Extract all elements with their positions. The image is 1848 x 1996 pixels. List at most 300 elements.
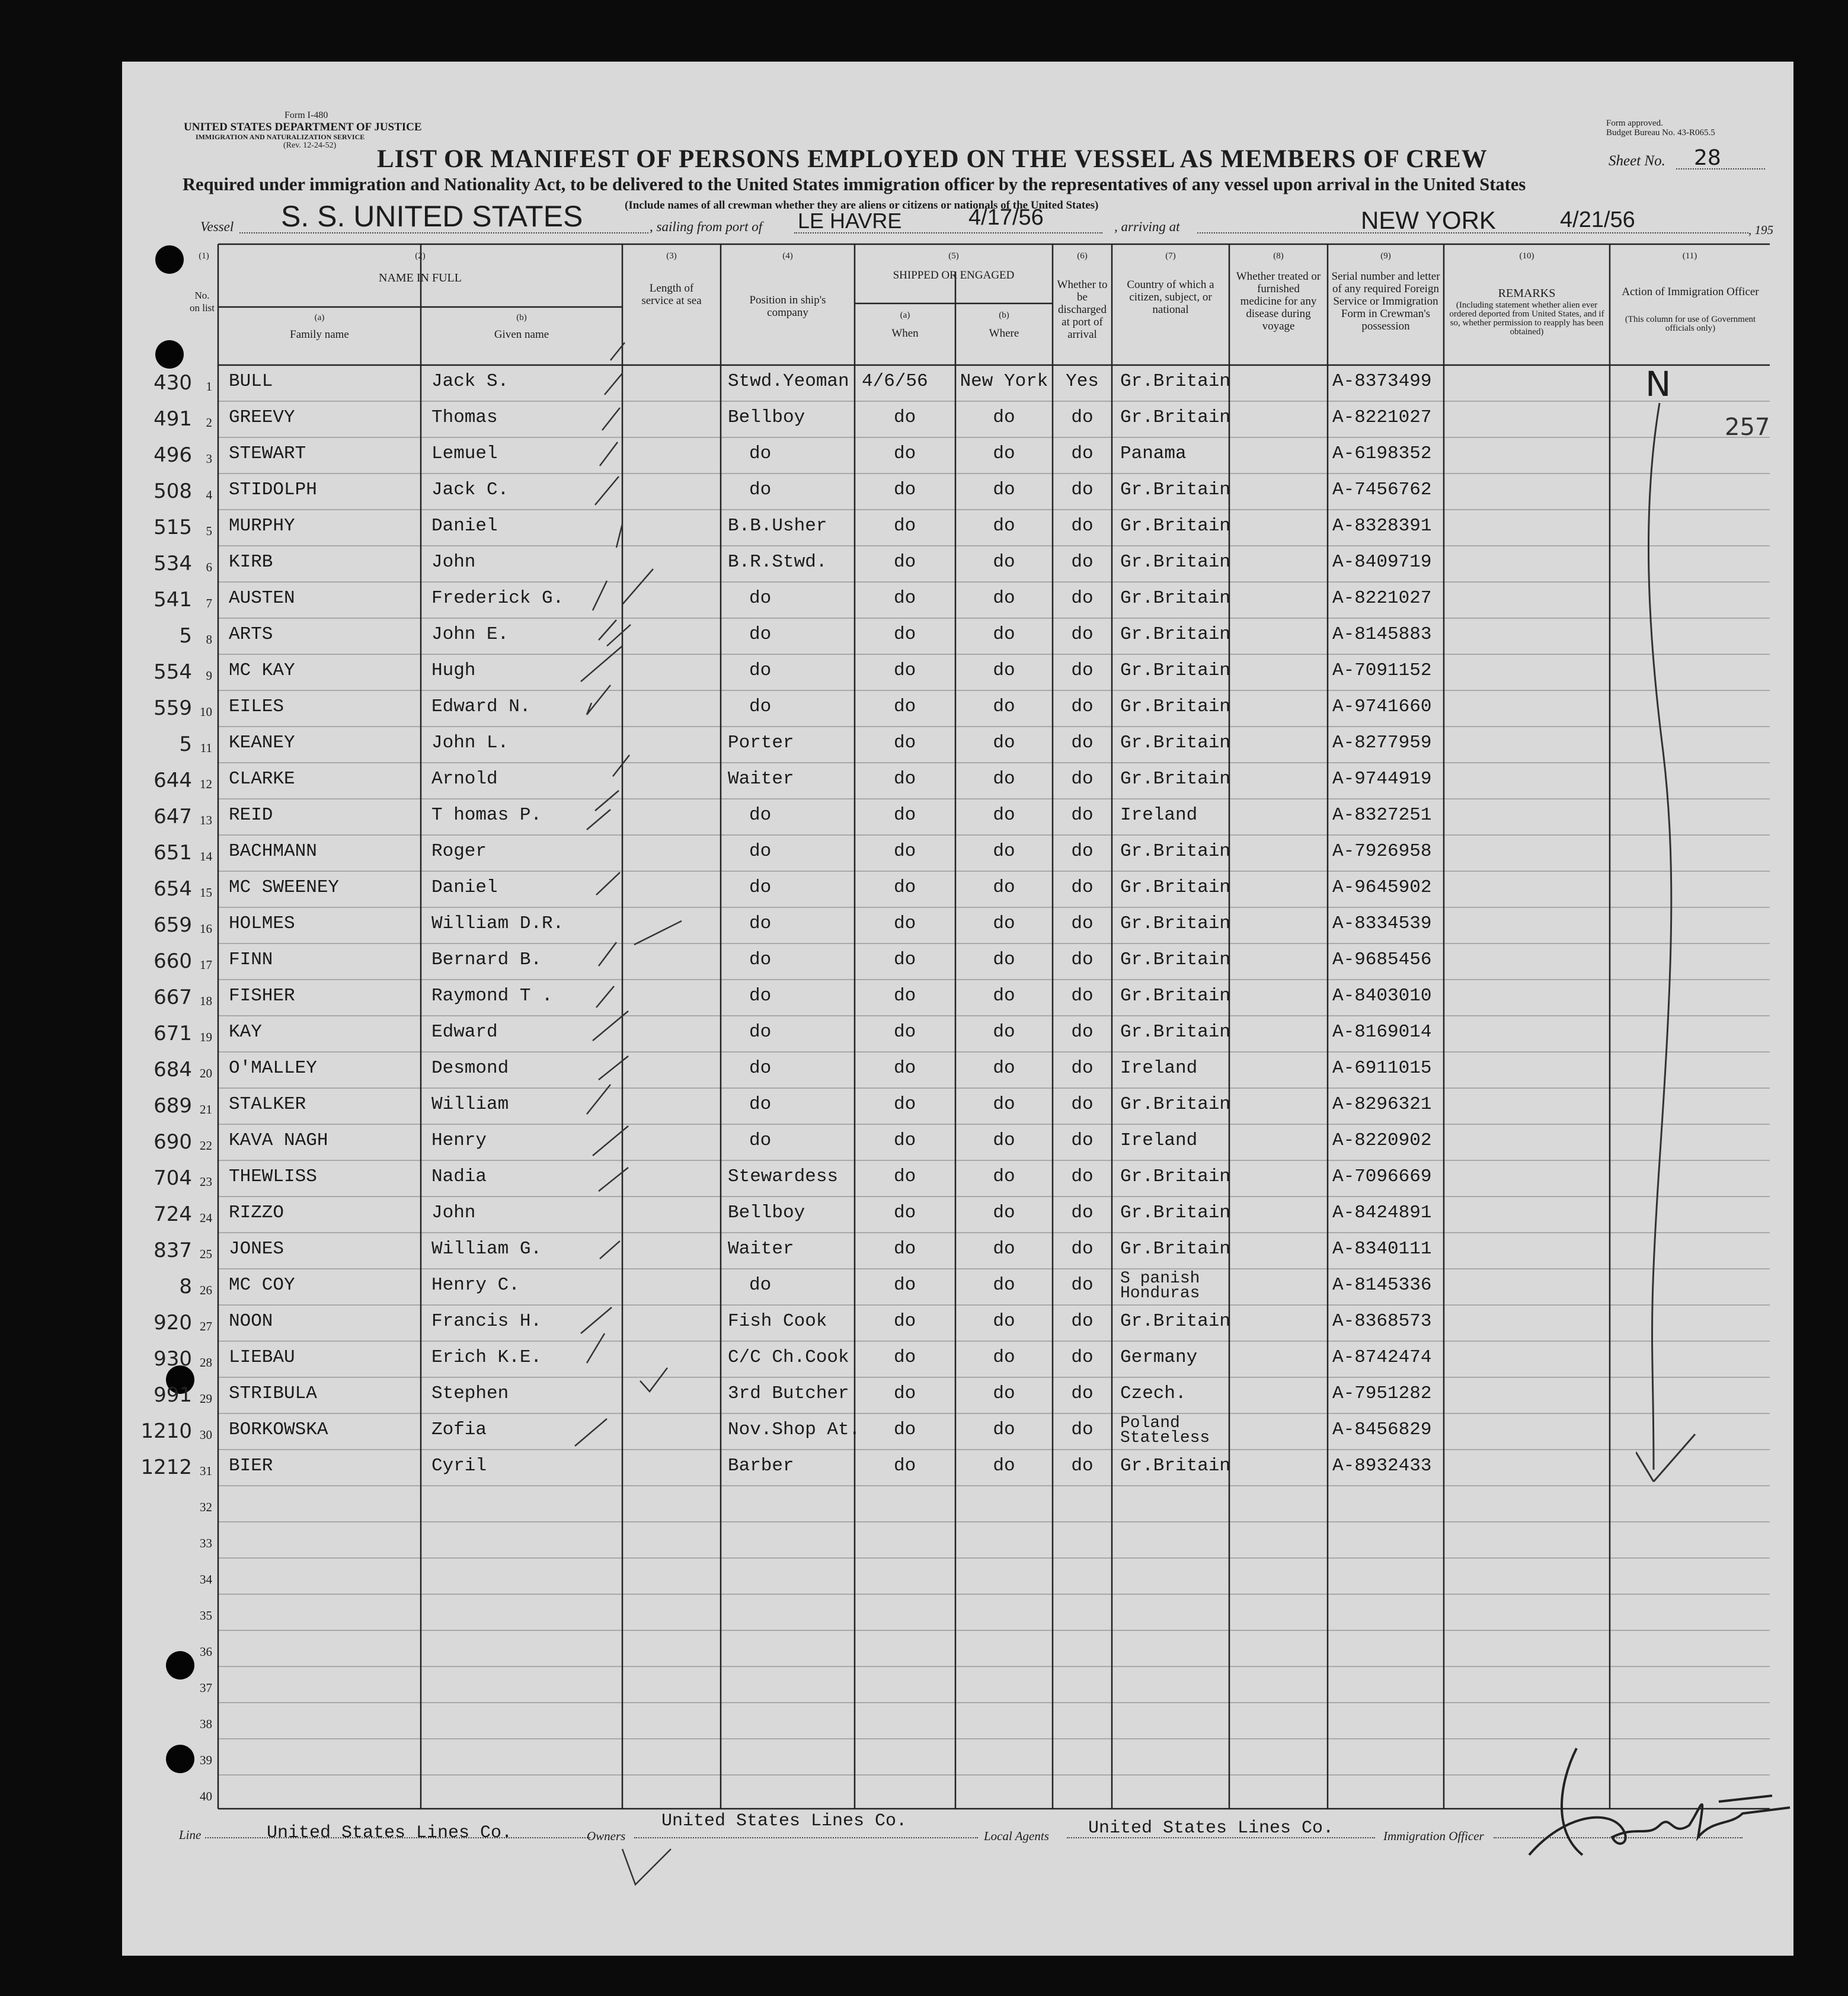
cell-country[interactable]: Gr.Britain <box>1120 769 1231 789</box>
cell-given[interactable]: Cyril <box>431 1456 487 1476</box>
cell-serial[interactable]: A-7456762 <box>1332 479 1432 500</box>
cell-family[interactable]: BACHMANN <box>229 841 317 862</box>
cell-given[interactable]: Raymond T . <box>431 986 553 1006</box>
cell-family[interactable]: HOLMES <box>229 913 295 934</box>
cell-country[interactable]: Gr.Britain <box>1120 1239 1231 1259</box>
cell-position[interactable]: do <box>749 949 772 970</box>
cell-given[interactable]: Roger <box>431 841 487 862</box>
cell-given[interactable]: Desmond <box>431 1058 509 1079</box>
cell-position[interactable]: do <box>749 624 772 645</box>
cell-discharge[interactable]: do <box>1071 1456 1094 1476</box>
cell-serial[interactable]: A-7926958 <box>1332 841 1432 862</box>
service-name: IMMIGRATION AND NATURALIZATION SERVICE <box>196 133 365 141</box>
cell-when[interactable]: do <box>894 1202 916 1223</box>
margin-number: 491 <box>154 407 192 431</box>
col-6-number: (6) <box>1077 251 1088 261</box>
cell-discharge[interactable]: do <box>1071 1094 1094 1115</box>
col-2-label: NAME IN FULL <box>379 271 462 284</box>
empty-row-number: 32 <box>200 1500 212 1514</box>
cell-position[interactable]: do <box>749 1275 772 1296</box>
row-number: 26 <box>200 1283 212 1297</box>
cell-where[interactable]: do <box>993 407 1015 428</box>
cell-when[interactable]: do <box>894 696 916 717</box>
cell-where[interactable]: do <box>993 1130 1015 1151</box>
cell-family[interactable]: KAY <box>229 1022 262 1042</box>
cell-discharge[interactable]: do <box>1071 949 1094 970</box>
cell-family[interactable]: MC SWEENEY <box>229 877 340 898</box>
col-5a-label: When <box>891 327 919 340</box>
cell-country[interactable]: S panish Honduras <box>1120 1269 1200 1303</box>
cell-discharge[interactable]: do <box>1071 913 1094 934</box>
cell-country[interactable]: Czech. <box>1120 1383 1187 1404</box>
cell-family[interactable]: THEWLISS <box>229 1166 317 1187</box>
cell-where[interactable]: do <box>993 696 1015 717</box>
empty-row-number: 35 <box>200 1608 212 1623</box>
cell-discharge[interactable]: do <box>1071 1202 1094 1223</box>
sailing-port[interactable]: LE HAVRE <box>798 209 902 233</box>
cell-serial[interactable]: A-7951282 <box>1332 1383 1432 1404</box>
cell-given[interactable]: Daniel <box>431 516 498 536</box>
cell-family[interactable]: CLARKE <box>229 769 295 789</box>
cell-when[interactable]: do <box>894 1130 916 1151</box>
cell-given[interactable]: T homas P. <box>431 805 542 826</box>
cell-given[interactable]: Jack C. <box>431 479 509 500</box>
cell-given[interactable]: Erich K.E. <box>431 1347 542 1368</box>
cell-position[interactable]: Bellboy <box>728 407 805 428</box>
cell-where[interactable]: do <box>993 1166 1015 1187</box>
cell-position[interactable]: do <box>749 696 772 717</box>
cell-country[interactable]: Gr.Britain <box>1120 696 1231 717</box>
col-5-number: (5) <box>948 251 959 261</box>
cell-country[interactable]: Gr.Britain <box>1120 624 1231 645</box>
cell-where[interactable]: do <box>993 805 1015 826</box>
cell-country[interactable]: Gr.Britain <box>1120 1311 1231 1332</box>
cell-given[interactable]: Daniel <box>431 877 498 898</box>
cell-discharge[interactable]: do <box>1071 1275 1094 1296</box>
vessel-name[interactable]: S. S. UNITED STATES <box>281 200 583 233</box>
cell-when[interactable]: do <box>894 479 916 500</box>
col-10-number: (10) <box>1519 251 1534 261</box>
cell-country[interactable]: Gr.Britain <box>1120 732 1231 753</box>
cell-serial[interactable]: A-8220902 <box>1332 1130 1432 1151</box>
row-number: 31 <box>200 1464 212 1478</box>
cell-country[interactable]: Gr.Britain <box>1120 1456 1231 1476</box>
cell-family[interactable]: GREEVY <box>229 407 295 428</box>
cell-when[interactable]: do <box>894 516 916 536</box>
officer-signature[interactable] <box>1494 1736 1802 1879</box>
margin-number: 496 <box>154 443 192 467</box>
cell-country[interactable]: Gr.Britain <box>1120 1094 1231 1115</box>
cell-family[interactable]: ARTS <box>229 624 273 645</box>
cell-discharge[interactable]: do <box>1071 1311 1094 1332</box>
cell-given[interactable]: Henry <box>431 1130 487 1151</box>
cell-position[interactable]: B.R.Stwd. <box>728 552 827 572</box>
cell-discharge[interactable]: do <box>1071 732 1094 753</box>
cell-position[interactable]: do <box>749 805 772 826</box>
margin-number: 659 <box>154 913 192 937</box>
margin-number: 5 <box>179 732 192 756</box>
cell-when[interactable]: do <box>894 841 916 862</box>
arriving-date[interactable]: 4/21/56 <box>1560 207 1635 232</box>
cell-discharge[interactable]: do <box>1071 841 1094 862</box>
footer-agents-value[interactable]: United States Lines Co. <box>1088 1818 1334 1838</box>
cell-when[interactable]: do <box>894 1022 916 1042</box>
cell-serial[interactable]: A-8409719 <box>1332 552 1432 572</box>
cell-when[interactable]: do <box>894 877 916 898</box>
cell-where[interactable]: do <box>993 1311 1015 1332</box>
cell-position[interactable]: Nov.Shop At. <box>728 1419 861 1440</box>
cell-where[interactable]: do <box>993 1058 1015 1079</box>
cell-discharge[interactable]: do <box>1071 986 1094 1006</box>
cell-discharge[interactable]: do <box>1071 877 1094 898</box>
cell-serial[interactable]: A-8340111 <box>1332 1239 1432 1259</box>
cell-serial[interactable]: A-8456829 <box>1332 1419 1432 1440</box>
cell-when[interactable]: do <box>894 660 916 681</box>
cell-given[interactable]: Nadia <box>431 1166 487 1187</box>
cell-position[interactable]: do <box>749 1130 772 1151</box>
cell-discharge[interactable]: do <box>1071 1383 1094 1404</box>
cell-serial[interactable]: A-8277959 <box>1332 732 1432 753</box>
cell-given[interactable]: Hugh <box>431 660 476 681</box>
cell-family[interactable]: O'MALLEY <box>229 1058 317 1079</box>
cell-discharge[interactable]: do <box>1071 624 1094 645</box>
cell-family[interactable]: EILES <box>229 696 284 717</box>
cell-where[interactable]: do <box>993 769 1015 789</box>
cell-when[interactable]: do <box>894 588 916 609</box>
cell-country[interactable]: Gr.Britain <box>1120 479 1231 500</box>
cell-when[interactable]: do <box>894 443 916 464</box>
col-2b-number: (b) <box>516 313 527 322</box>
cell-given[interactable]: William D.R. <box>431 913 564 934</box>
row-number: 12 <box>200 777 212 791</box>
cell-given[interactable]: Bernard B. <box>431 949 542 970</box>
cell-country[interactable]: Gr.Britain <box>1120 407 1231 428</box>
cell-family[interactable]: STALKER <box>229 1094 306 1115</box>
cell-given[interactable]: John E. <box>431 624 509 645</box>
cell-given[interactable]: Edward N. <box>431 696 531 717</box>
cell-serial[interactable]: A-8296321 <box>1332 1094 1432 1115</box>
cell-where[interactable]: do <box>993 1022 1015 1042</box>
cell-serial[interactable]: A-8328391 <box>1332 516 1432 536</box>
empty-row-number: 40 <box>200 1789 212 1803</box>
cell-given[interactable]: William G. <box>431 1239 542 1259</box>
cell-discharge[interactable]: Yes <box>1066 371 1099 392</box>
cell-given[interactable]: Stephen <box>431 1383 509 1404</box>
cell-where[interactable]: do <box>993 877 1015 898</box>
cell-discharge[interactable]: do <box>1071 1130 1094 1151</box>
cell-position[interactable]: Waiter <box>728 1239 794 1259</box>
cell-family[interactable]: MC KAY <box>229 660 295 681</box>
cell-when[interactable]: do <box>894 913 916 934</box>
row-number: 13 <box>200 813 212 827</box>
cell-position[interactable]: Bellboy <box>728 1202 805 1223</box>
cell-serial[interactable]: A-8373499 <box>1332 371 1432 392</box>
cell-where[interactable]: do <box>993 552 1015 572</box>
cell-where[interactable]: do <box>993 443 1015 464</box>
cell-position[interactable]: do <box>749 588 772 609</box>
cell-family[interactable]: BORKOWSKA <box>229 1419 328 1440</box>
cell-serial[interactable]: A-9685456 <box>1332 949 1432 970</box>
cell-family[interactable]: STIDOLPH <box>229 479 317 500</box>
cell-where[interactable]: do <box>993 1383 1015 1404</box>
cell-country[interactable]: Gr.Britain <box>1120 877 1231 898</box>
cell-family[interactable]: KIRB <box>229 552 273 572</box>
cell-when[interactable]: do <box>894 407 916 428</box>
cell-country[interactable]: Gr.Britain <box>1120 1202 1231 1223</box>
cell-family[interactable]: FINN <box>229 949 273 970</box>
cell-discharge[interactable]: do <box>1071 1022 1094 1042</box>
cell-position[interactable]: Fish Cook <box>728 1311 827 1332</box>
cell-where[interactable]: do <box>993 1456 1015 1476</box>
cell-serial[interactable]: A-7096669 <box>1332 1166 1432 1187</box>
cell-when[interactable]: do <box>894 1383 916 1404</box>
cell-family[interactable]: NOON <box>229 1311 273 1332</box>
col-4-number: (4) <box>782 251 793 261</box>
cell-when[interactable]: do <box>894 1347 916 1368</box>
cell-when[interactable]: do <box>894 1094 916 1115</box>
cell-country[interactable]: Germany <box>1120 1347 1198 1368</box>
cell-given[interactable]: Frederick G. <box>431 588 564 609</box>
cell-where[interactable]: do <box>993 1202 1015 1223</box>
cell-serial[interactable]: A-7091152 <box>1332 660 1432 681</box>
cell-discharge[interactable]: do <box>1071 407 1094 428</box>
cell-given[interactable]: Arnold <box>431 769 498 789</box>
year-suffix: , 195 <box>1748 223 1773 237</box>
cell-serial[interactable]: A-8403010 <box>1332 986 1432 1006</box>
cell-discharge[interactable]: do <box>1071 1239 1094 1259</box>
cell-serial[interactable]: A-8145883 <box>1332 624 1432 645</box>
cell-where[interactable]: do <box>993 732 1015 753</box>
cell-discharge[interactable]: do <box>1071 588 1094 609</box>
cell-discharge[interactable]: do <box>1071 1419 1094 1440</box>
arriving-port[interactable]: NEW YORK <box>1361 206 1496 234</box>
cell-position[interactable]: do <box>749 877 772 898</box>
row-number: 16 <box>200 922 212 936</box>
cell-family[interactable]: AUSTEN <box>229 588 295 609</box>
cell-where[interactable]: do <box>993 841 1015 862</box>
cell-serial[interactable]: A-8221027 <box>1332 407 1432 428</box>
cell-family[interactable]: BIER <box>229 1456 273 1476</box>
cell-where[interactable]: do <box>993 913 1015 934</box>
cell-country[interactable]: Gr.Britain <box>1120 913 1231 934</box>
cell-where[interactable]: do <box>993 1419 1015 1440</box>
cell-family[interactable]: RIZZO <box>229 1202 284 1223</box>
cell-where[interactable]: do <box>993 1347 1015 1368</box>
cell-position[interactable]: do <box>749 1094 772 1115</box>
cell-country[interactable]: Gr.Britain <box>1120 986 1231 1006</box>
cell-discharge[interactable]: do <box>1071 660 1094 681</box>
cell-country[interactable]: Gr.Britain <box>1120 552 1231 572</box>
cell-serial[interactable]: A-8221027 <box>1332 588 1432 609</box>
cell-position[interactable]: do <box>749 913 772 934</box>
margin-number: 647 <box>154 805 192 829</box>
cell-where[interactable]: do <box>993 516 1015 536</box>
cell-given[interactable]: Francis H. <box>431 1311 542 1332</box>
cell-when[interactable]: do <box>894 949 916 970</box>
cell-country[interactable]: Ireland <box>1120 805 1198 826</box>
cell-country[interactable]: Gr.Britain <box>1120 588 1231 609</box>
margin-number: 930 <box>154 1347 192 1371</box>
cell-position[interactable]: Waiter <box>728 769 794 789</box>
cell-given[interactable]: Edward <box>431 1022 498 1042</box>
cell-when[interactable]: do <box>894 1456 916 1476</box>
cell-where[interactable]: do <box>993 660 1015 681</box>
cell-when[interactable]: 4/6/56 <box>862 371 928 392</box>
cell-serial[interactable]: A-8169014 <box>1332 1022 1432 1042</box>
col-1-number: (1) <box>199 251 209 261</box>
cell-where[interactable]: do <box>993 986 1015 1006</box>
cell-family[interactable]: KEANEY <box>229 732 295 753</box>
cell-when[interactable]: do <box>894 552 916 572</box>
col-7-number: (7) <box>1165 251 1176 261</box>
cell-where[interactable]: do <box>993 624 1015 645</box>
cell-serial[interactable]: A-6198352 <box>1332 443 1432 464</box>
cell-discharge[interactable]: do <box>1071 516 1094 536</box>
cell-family[interactable]: MC COY <box>229 1275 295 1296</box>
sailing-date[interactable]: 4/17/56 <box>968 205 1044 230</box>
cell-serial[interactable]: A-8368573 <box>1332 1311 1432 1332</box>
margin-number: 920 <box>154 1311 192 1335</box>
row-number: 3 <box>206 452 212 466</box>
cell-position[interactable]: Stwd.Yeoman <box>728 371 849 392</box>
cell-serial[interactable]: A-6911015 <box>1332 1058 1432 1079</box>
cell-when[interactable]: do <box>894 1311 916 1332</box>
cell-country[interactable]: Gr.Britain <box>1120 516 1231 536</box>
row-number: 4 <box>206 488 212 502</box>
cell-when[interactable]: do <box>894 1058 916 1079</box>
form-revision: (Rev. 12-24-52) <box>283 141 337 150</box>
cell-country[interactable]: Gr.Britain <box>1120 1022 1231 1042</box>
cell-position[interactable]: 3rd Butcher <box>728 1383 849 1404</box>
footer-line-value[interactable]: United States Lines Co. <box>267 1823 513 1843</box>
cell-discharge[interactable]: do <box>1071 769 1094 789</box>
cell-given[interactable]: Thomas <box>431 407 498 428</box>
cell-when[interactable]: do <box>894 1275 916 1296</box>
cell-discharge[interactable]: do <box>1071 805 1094 826</box>
footer-agents-rule <box>1067 1837 1375 1838</box>
manifest-note: (Include names of all crewman whether they are aliens or citizens or nationals of the United States) <box>625 199 1099 212</box>
cell-when[interactable]: do <box>894 732 916 753</box>
cell-discharge[interactable]: do <box>1071 1347 1094 1368</box>
cell-given[interactable]: Zofia <box>431 1419 487 1440</box>
cell-given[interactable]: Jack S. <box>431 371 509 392</box>
col-9-number: (9) <box>1380 251 1391 261</box>
cell-serial[interactable]: A-8742474 <box>1332 1347 1432 1368</box>
cell-country[interactable]: Gr.Britain <box>1120 841 1231 862</box>
cell-discharge[interactable]: do <box>1071 1166 1094 1187</box>
cell-country[interactable]: Ireland <box>1120 1130 1198 1151</box>
cell-family[interactable]: STRIBULA <box>229 1383 317 1404</box>
cell-country[interactable]: Gr.Britain <box>1120 1166 1231 1187</box>
cell-country[interactable]: Gr.Britain <box>1120 660 1231 681</box>
cell-given[interactable]: John L. <box>431 732 509 753</box>
margin-number: 515 <box>154 516 192 539</box>
cell-discharge[interactable]: do <box>1071 479 1094 500</box>
empty-row-number: 37 <box>200 1681 212 1695</box>
cell-given[interactable]: Henry C. <box>431 1275 520 1296</box>
empty-row-number: 39 <box>200 1753 212 1767</box>
cell-position[interactable]: do <box>749 660 772 681</box>
cell-where[interactable]: do <box>993 1275 1015 1296</box>
cell-position[interactable]: B.B.Usher <box>728 516 827 536</box>
margin-number: 991 <box>154 1383 192 1407</box>
cell-given[interactable]: Lemuel <box>431 443 498 464</box>
cell-when[interactable]: do <box>894 1419 916 1440</box>
row-number: 1 <box>206 379 212 394</box>
cell-country[interactable]: Gr.Britain <box>1120 371 1231 392</box>
cell-family[interactable]: KAVA NAGH <box>229 1130 328 1151</box>
cell-when[interactable]: do <box>894 986 916 1006</box>
cell-family[interactable]: MURPHY <box>229 516 295 536</box>
cell-serial[interactable]: A-8424891 <box>1332 1202 1432 1223</box>
cell-country[interactable]: Ireland <box>1120 1058 1198 1079</box>
cell-given[interactable]: John <box>431 552 476 572</box>
cell-position[interactable]: do <box>749 1058 772 1079</box>
cell-when[interactable]: do <box>894 769 916 789</box>
cell-position[interactable]: Barber <box>728 1456 794 1476</box>
cell-country[interactable]: Gr.Britain <box>1120 949 1231 970</box>
cell-family[interactable]: BULL <box>229 371 273 392</box>
cell-given[interactable]: William <box>431 1094 509 1115</box>
cell-serial[interactable]: A-8932433 <box>1332 1456 1432 1476</box>
cell-country[interactable]: Panama <box>1120 443 1187 464</box>
cell-given[interactable]: John <box>431 1202 476 1223</box>
cell-position[interactable]: Stewardess <box>728 1166 839 1187</box>
cell-when[interactable]: do <box>894 805 916 826</box>
cell-position[interactable]: do <box>749 443 772 464</box>
cell-position[interactable]: C/C Ch.Cook <box>728 1347 849 1368</box>
col-2-number: (2) <box>415 251 426 261</box>
cell-serial[interactable]: A-9645902 <box>1332 877 1432 898</box>
cell-discharge[interactable]: do <box>1071 696 1094 717</box>
cell-position[interactable]: do <box>749 1022 772 1042</box>
footer-owners-value[interactable]: United States Lines Co. <box>661 1811 907 1831</box>
col-9-label: Serial number and letter of any required Foreign Service or Immigration Form in Crewman's possession <box>1331 270 1440 332</box>
cell-family[interactable]: REID <box>229 805 273 826</box>
cell-discharge[interactable]: do <box>1071 552 1094 572</box>
cell-position[interactable]: do <box>749 479 772 500</box>
cell-position[interactable]: do <box>749 841 772 862</box>
cell-where[interactable]: do <box>993 1239 1015 1259</box>
cell-serial[interactable]: A-9741660 <box>1332 696 1432 717</box>
cell-family[interactable]: LIEBAU <box>229 1347 295 1368</box>
cell-where[interactable]: do <box>993 588 1015 609</box>
cell-position[interactable]: Porter <box>728 732 794 753</box>
cell-family[interactable]: JONES <box>229 1239 284 1259</box>
cell-position[interactable]: do <box>749 986 772 1006</box>
cell-where[interactable]: do <box>993 479 1015 500</box>
cell-discharge[interactable]: do <box>1071 1058 1094 1079</box>
cell-where[interactable]: do <box>993 949 1015 970</box>
cell-serial[interactable]: A-8327251 <box>1332 805 1432 826</box>
cell-serial[interactable]: A-8145336 <box>1332 1275 1432 1296</box>
footer-line-rule <box>205 1837 590 1838</box>
cell-when[interactable]: do <box>894 624 916 645</box>
cell-serial[interactable]: A-8334539 <box>1332 913 1432 934</box>
cell-when[interactable]: do <box>894 1166 916 1187</box>
cell-family[interactable]: FISHER <box>229 986 295 1006</box>
cell-serial[interactable]: A-9744919 <box>1332 769 1432 789</box>
cell-discharge[interactable]: do <box>1071 443 1094 464</box>
cell-family[interactable]: STEWART <box>229 443 306 464</box>
col-11-number: (11) <box>1682 251 1697 261</box>
cell-where[interactable]: do <box>993 1094 1015 1115</box>
col-11-sublabel: (This column for use of Government officials only) <box>1625 315 1756 333</box>
margin-number: 644 <box>154 769 192 792</box>
cell-when[interactable]: do <box>894 1239 916 1259</box>
cell-country[interactable]: Poland Stateless <box>1120 1414 1210 1447</box>
cell-where[interactable]: New York <box>960 371 1048 392</box>
